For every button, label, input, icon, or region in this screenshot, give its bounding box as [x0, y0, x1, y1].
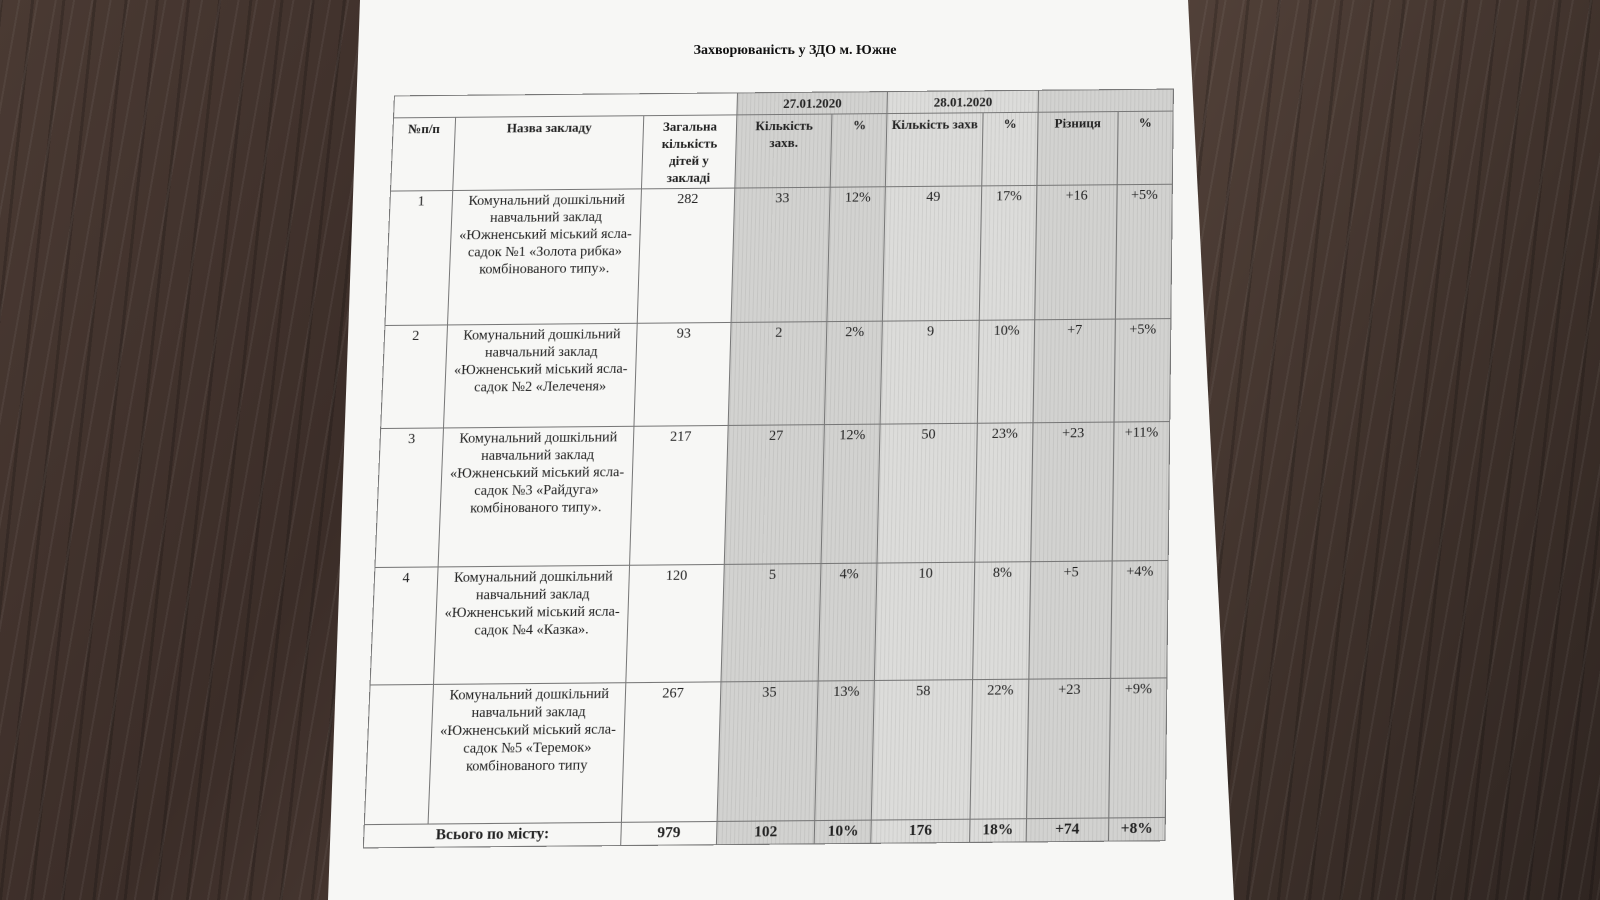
table-row — [364, 678, 1167, 825]
diff-empty-header — [1038, 89, 1173, 112]
row-diff-pct: +5% — [1114, 319, 1171, 422]
empty-header-cell — [394, 93, 738, 118]
row-num: 4 — [370, 567, 438, 685]
row-count-2: 10 — [875, 562, 974, 680]
row-count-1: 2 — [728, 322, 827, 426]
morbidity-table — [363, 89, 1174, 849]
row-children: 267 — [621, 682, 721, 822]
row-pct-1: 13% — [815, 680, 875, 820]
row-children: 93 — [634, 322, 731, 426]
total-diff-pct: +8% — [1108, 817, 1165, 841]
total-label: Всього по місту: — [363, 822, 621, 848]
row-count-1: 5 — [721, 564, 821, 682]
table-row — [370, 560, 1168, 685]
row-pct-2: 17% — [979, 185, 1037, 320]
row-diff-pct: +5% — [1115, 184, 1172, 319]
row-pct-2: 8% — [972, 562, 1030, 680]
row-num: 1 — [385, 191, 453, 326]
row-diff: +7 — [1033, 319, 1115, 423]
row-diff: +23 — [1031, 422, 1114, 562]
table-row — [381, 319, 1171, 429]
row-count-2: 9 — [881, 320, 979, 424]
header-diff: Різниця — [1037, 112, 1118, 186]
row-count-2: 50 — [877, 423, 976, 563]
document-title: Захворюваність у ЗДО м. Южне — [693, 43, 897, 58]
header-total-children: Загальна кількість дітей у закладі — [642, 115, 737, 189]
row-name: Комунальний дошкільний навчальний заклад «Южненський міський ясла-садок №4 «Казка». — [433, 565, 629, 684]
row-name: Комунальний дошкільний навчальний заклад «Южненський міський ясла-садок №3 «Райдуга» комбінованого типу». — [438, 426, 634, 567]
row-diff: +23 — [1026, 678, 1110, 818]
total-pct-2: 18% — [969, 819, 1026, 843]
total-count-1: 102 — [716, 821, 814, 845]
row-pct-1: 12% — [827, 187, 886, 322]
row-num — [364, 684, 433, 824]
total-pct-1: 10% — [814, 820, 871, 844]
row-pct-2: 10% — [977, 320, 1035, 423]
row-diff-pct: +4% — [1110, 560, 1168, 678]
header-name: Назва закладу — [453, 116, 644, 191]
row-name: Комунальний дошкільний навчальний заклад «Южненський міський ясла-садок №1 «Золота рибка» комбінованого типу». — [447, 189, 641, 325]
row-pct-2: 22% — [970, 679, 1029, 819]
row-num: 2 — [381, 325, 448, 429]
row-count-1: 35 — [717, 681, 818, 821]
row-count-1: 27 — [724, 425, 824, 565]
row-diff-pct: +11% — [1112, 422, 1170, 561]
header-pct-2: % — [981, 112, 1038, 186]
row-pct-1: 12% — [821, 424, 880, 563]
header-diff-pct: % — [1117, 111, 1173, 185]
row-num: 3 — [375, 428, 444, 568]
row-children: 120 — [626, 564, 724, 682]
row-pct-2: 23% — [974, 423, 1033, 562]
header-pct-1: % — [830, 114, 887, 188]
row-diff: +16 — [1035, 185, 1117, 320]
row-pct-1: 4% — [818, 563, 877, 681]
header-num: №п/п — [391, 117, 456, 191]
row-name: Комунальний дошкільний навчальний заклад «Южненський міський ясла-садок №2 «Лелеченя» — [443, 323, 637, 428]
total-count-2: 176 — [871, 819, 969, 843]
row-pct-1: 2% — [825, 321, 883, 424]
total-children: 979 — [621, 821, 717, 845]
header-count-2: Кількість захв — [886, 113, 983, 187]
date-1-header: 27.01.2020 — [737, 92, 888, 115]
header-count-1: Кількість захв. — [735, 114, 832, 188]
row-count-2: 58 — [872, 680, 972, 820]
row-name: Комунальний дошкільний навчальний заклад «Южненський міський ясла-садок №5 «Теремок» комбінованого типу — [428, 683, 626, 824]
row-count-1: 33 — [731, 187, 830, 322]
row-children: 217 — [630, 425, 729, 565]
table-row — [375, 422, 1170, 568]
row-diff-pct: +9% — [1108, 678, 1167, 818]
row-children: 282 — [637, 188, 735, 323]
total-diff: +74 — [1026, 818, 1108, 842]
column-header-row — [391, 111, 1174, 191]
table-row — [385, 184, 1172, 325]
date-2-header: 28.01.2020 — [887, 90, 1038, 113]
row-count-2: 49 — [883, 186, 981, 321]
row-diff: +5 — [1029, 561, 1112, 679]
